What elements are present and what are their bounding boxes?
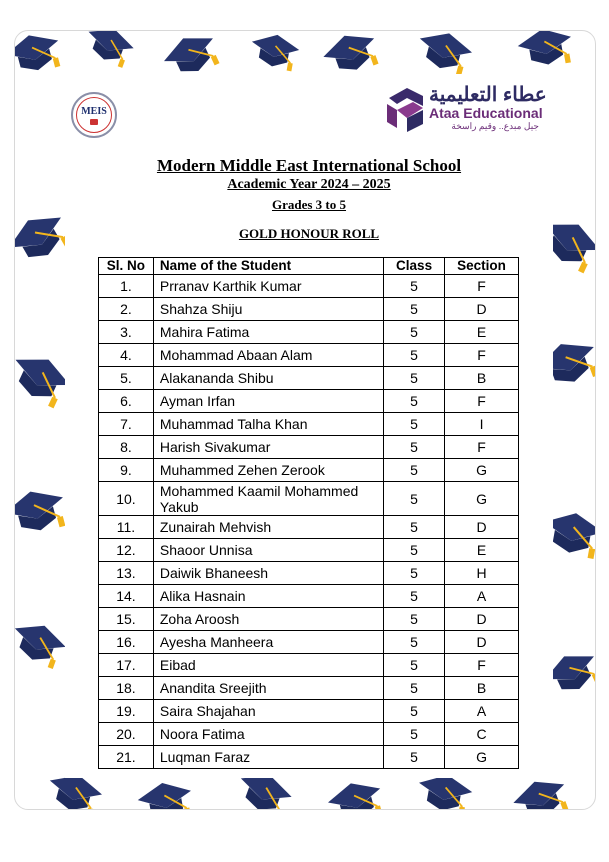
ataa-arabic-name: عطاء التعليمية: [429, 84, 547, 106]
table-row: [99, 516, 519, 539]
student-section: G: [445, 482, 519, 516]
cap-icon: [325, 776, 387, 809]
student-class: 5: [384, 436, 445, 459]
honour-roll-title-text: GOLD HONOUR ROLL: [238, 226, 380, 241]
student-class: 5: [384, 631, 445, 654]
student-name: Daiwik Bhaneesh: [153, 562, 383, 585]
student-class: 5: [384, 390, 445, 413]
column-header-section: Section: [445, 258, 519, 275]
row-number: 10.: [99, 482, 154, 516]
honour-roll-table: [98, 257, 519, 769]
table-row: [99, 562, 519, 585]
student-class: 5: [384, 585, 445, 608]
student-name: Shaoor Unnisa: [153, 539, 383, 562]
table-row: [99, 390, 519, 413]
table-row: [99, 344, 519, 367]
meis-logo-text: MEIS: [81, 106, 107, 117]
student-section: F: [445, 654, 519, 677]
column-header-class: Class: [384, 258, 445, 275]
student-name: Ayman Irfan: [153, 390, 383, 413]
student-name: Zunairah Mehvish: [153, 516, 383, 539]
student-class: 5: [384, 539, 445, 562]
student-name: Zoha Aroosh: [153, 608, 383, 631]
row-number: 21.: [99, 746, 154, 769]
ataa-educational-logo: [383, 84, 547, 134]
column-header-sl-no: Sl. No: [99, 258, 154, 275]
student-section: G: [445, 459, 519, 482]
student-class: 5: [384, 700, 445, 723]
student-class: 5: [384, 516, 445, 539]
cap-icon: [15, 31, 65, 79]
student-name: Alika Hasnain: [153, 585, 383, 608]
student-section: D: [445, 516, 519, 539]
grades-range: [65, 197, 553, 213]
student-class: 5: [384, 275, 445, 298]
student-section: B: [445, 367, 519, 390]
student-name: Noora Fatima: [153, 723, 383, 746]
row-number: 17.: [99, 654, 154, 677]
student-class: 5: [384, 654, 445, 677]
student-name: Muhammed Zehen Zerook: [153, 459, 383, 482]
table-row: [99, 482, 519, 516]
cap-icon: [81, 31, 138, 69]
row-number: 4.: [99, 344, 154, 367]
table-row: [99, 275, 519, 298]
cap-icon: [136, 778, 196, 809]
student-section: D: [445, 298, 519, 321]
row-number: 3.: [99, 321, 154, 344]
row-number: 5.: [99, 367, 154, 390]
table-row: [99, 459, 519, 482]
academic-year-text: Academic Year 2024 – 2025: [227, 177, 391, 192]
row-number: 6.: [99, 390, 154, 413]
table-row: [99, 413, 519, 436]
student-section: E: [445, 321, 519, 344]
table-row: [99, 631, 519, 654]
student-name: Ayesha Manheera: [153, 631, 383, 654]
table-row: [99, 723, 519, 746]
table-row: [99, 321, 519, 344]
student-section: F: [445, 344, 519, 367]
row-number: 7.: [99, 413, 154, 436]
academic-year: [65, 177, 553, 193]
student-name: Mahira Fatima: [153, 321, 383, 344]
student-class: 5: [384, 562, 445, 585]
student-section: B: [445, 677, 519, 700]
student-name: Anandita Sreejith: [153, 677, 383, 700]
table-row: [99, 608, 519, 631]
school-name-text: Modern Middle East International School: [156, 156, 462, 175]
student-class: 5: [384, 723, 445, 746]
student-name: Luqman Faraz: [153, 746, 383, 769]
cap-icon: [15, 484, 70, 540]
student-name: Saira Shajahan: [153, 700, 383, 723]
student-name: Harish Sivakumar: [153, 436, 383, 459]
row-number: 2.: [99, 298, 154, 321]
column-header-name: Name of the Student: [153, 258, 383, 275]
ataa-english-name: Ataa Educational: [429, 105, 543, 121]
student-section: A: [445, 700, 519, 723]
row-number: 8.: [99, 436, 154, 459]
cap-icon: [15, 617, 70, 671]
row-number: 14.: [99, 585, 154, 608]
table-row: [99, 539, 519, 562]
student-name: Muhammad Talha Khan: [153, 413, 383, 436]
table-row: [99, 298, 519, 321]
table-row: [99, 585, 519, 608]
student-class: 5: [384, 321, 445, 344]
table-header-row: [99, 258, 519, 275]
student-class: 5: [384, 298, 445, 321]
student-class: 5: [384, 608, 445, 631]
student-section: E: [445, 539, 519, 562]
student-class: 5: [384, 413, 445, 436]
row-number: 9.: [99, 459, 154, 482]
student-class: 5: [384, 344, 445, 367]
honour-roll-title: [65, 226, 553, 242]
ataa-tagline: جيل مبدع.. وقيم راسخة: [451, 121, 539, 131]
table-row: [99, 677, 519, 700]
row-number: 12.: [99, 539, 154, 562]
ataa-mark-icon: [383, 84, 425, 134]
student-name: Eibad: [153, 654, 383, 677]
student-name: Prranav Karthik Kumar: [153, 275, 383, 298]
row-number: 15.: [99, 608, 154, 631]
student-section: G: [445, 746, 519, 769]
student-class: 5: [384, 459, 445, 482]
student-section: D: [445, 608, 519, 631]
student-class: 5: [384, 677, 445, 700]
grades-text: Grades 3 to 5: [271, 197, 347, 212]
table-row: [99, 700, 519, 723]
table-row: [99, 367, 519, 390]
table-row: [99, 746, 519, 769]
row-number: 13.: [99, 562, 154, 585]
student-section: I: [445, 413, 519, 436]
row-number: 18.: [99, 677, 154, 700]
student-section: F: [445, 275, 519, 298]
row-number: 19.: [99, 700, 154, 723]
student-class: 5: [384, 367, 445, 390]
student-section: D: [445, 631, 519, 654]
student-name: Shahza Shiju: [153, 298, 383, 321]
cap-icon: [248, 31, 301, 72]
cap-icon: [413, 31, 475, 77]
book-icon: [90, 119, 98, 125]
row-number: 11.: [99, 516, 154, 539]
student-section: F: [445, 436, 519, 459]
row-number: 1.: [99, 275, 154, 298]
cap-icon: [516, 31, 576, 71]
student-section: A: [445, 585, 519, 608]
student-name: Alakananda Shibu: [153, 367, 383, 390]
row-number: 20.: [99, 723, 154, 746]
student-section: F: [445, 390, 519, 413]
table-row: [99, 436, 519, 459]
school-name: [65, 156, 553, 176]
student-class: 5: [384, 482, 445, 516]
row-number: 16.: [99, 631, 154, 654]
student-name: Mohammed Kaamil Mohammed Yakub: [153, 482, 383, 516]
meis-school-logo: [71, 92, 117, 138]
student-section: H: [445, 562, 519, 585]
student-section: C: [445, 723, 519, 746]
table-row: [99, 654, 519, 677]
student-class: 5: [384, 746, 445, 769]
student-name: Mohammad Abaan Alam: [153, 344, 383, 367]
cap-icon: [509, 773, 573, 809]
